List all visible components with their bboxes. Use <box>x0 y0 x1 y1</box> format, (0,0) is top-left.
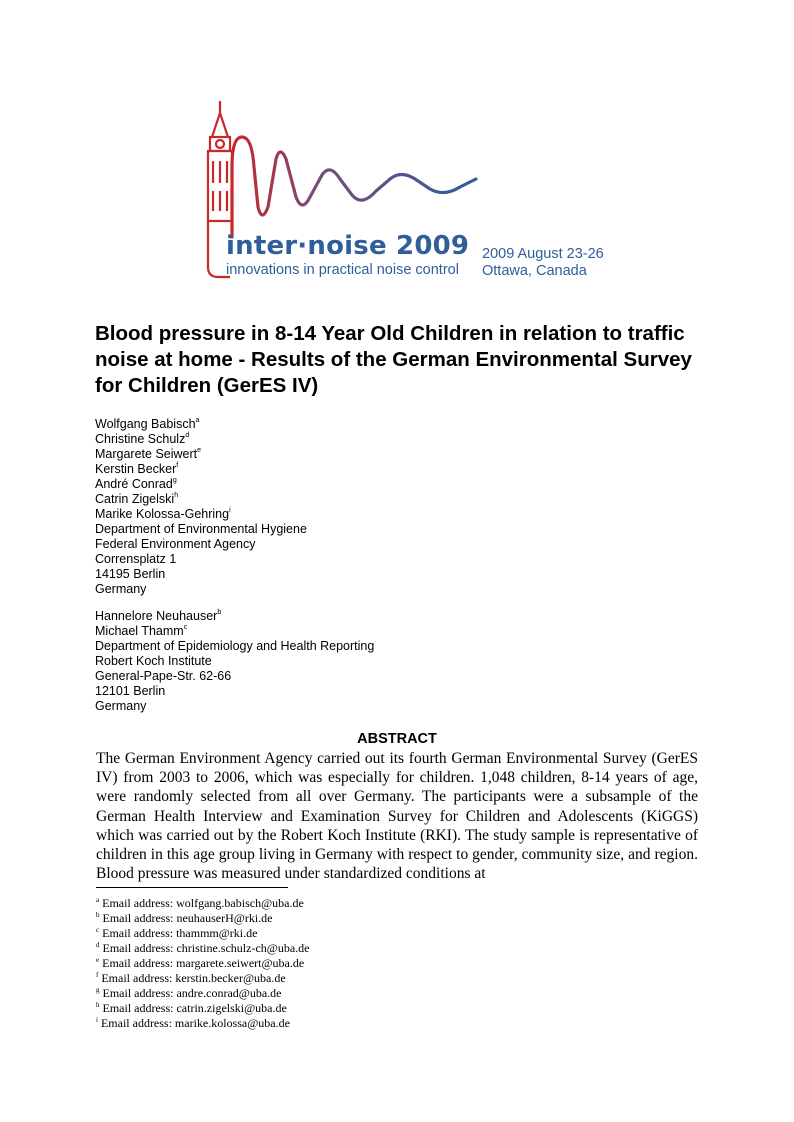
author-block-2 <box>95 609 374 714</box>
affiliation-line: General-Pape-Str. 62-66 <box>95 669 232 683</box>
author-name: Catrin Zigelski$^h$ <box>95 492 179 506</box>
event-place: Ottawa, Canada <box>482 263 587 279</box>
author-name: Wolfgang Babisch$^a$ <box>95 417 200 431</box>
footnote: $^h$ Email address: catrin.zigelski@uba.de <box>96 1001 287 1015</box>
footnote: $^f$ Email address: kerstin.becker@uba.de <box>96 971 286 985</box>
footnote: $^d$ Email address: christine.schulz-ch@uba.de <box>96 941 310 955</box>
author-name: Marike Kolossa-Gehring$^i$ <box>95 507 231 521</box>
footnote: $^e$ Email address: margarete.seiwert@uba.de <box>96 956 305 970</box>
affiliation-line: 14195 Berlin <box>95 567 166 581</box>
affiliation-line: Department of Epidemiology and Health Reporting <box>95 639 375 653</box>
author-name: Kerstin Becker$^f$ <box>95 462 179 476</box>
author-name: André Conrad$^g$ <box>95 477 177 491</box>
footnote: $^b$ Email address: neuhauserH@rki.de <box>96 911 273 925</box>
affiliation-line: 12101 Berlin <box>95 684 166 698</box>
author-name: Christine Schulz$^d$ <box>95 432 190 446</box>
author-block-1 <box>95 417 307 597</box>
abstract-text: The German Environment Agency carried out its fourth German Environmental Survey (GerES IV) from 2003 to 2006, which was especially for children. 1,048 children, 8-14 years of age, were randomly selected from all over Germany. The participants were a subsample of the German Health Interview and Examination Survey for Children and Adolescents (KiGGS) which was carried out by the Robert Koch Institute (RKI). The study sample is representative of children in this age group living in Germany with respect to gender, community size, and region. Blood pressure was measured under standardized conditions at <box>96 750 698 883</box>
footnote: $^c$ Email address: thammm@rki.de <box>96 926 258 940</box>
footnotes <box>96 896 309 1031</box>
brand-name: inter·noise 2009 <box>226 231 470 261</box>
paper-title: Blood pressure in 8-14 Year Old Children in relation to traffic noise at home - Results of the German Environmental Survey for Children (GerES IV) <box>95 322 692 397</box>
affiliation-line: Corrensplatz 1 <box>95 552 177 566</box>
footnote: $^i$ Email address: marike.kolossa@uba.de <box>96 1016 290 1030</box>
affiliation-line: Robert Koch Institute <box>95 654 212 668</box>
conference-logo <box>190 97 620 287</box>
affiliation-line: Federal Environment Agency <box>95 537 256 551</box>
footnote: $^g$ Email address: andre.conrad@uba.de <box>96 986 282 1000</box>
affiliation-line: Department of Environmental Hygiene <box>95 522 307 536</box>
author-name: Margarete Seiwert$^e$ <box>95 447 202 461</box>
author-name: Hannelore Neuhauser$^b$ <box>95 609 222 623</box>
footnote-divider <box>96 887 288 888</box>
event-date: 2009 August 23-26 <box>482 246 604 262</box>
author-name: Michael Thamm$^c$ <box>95 624 188 638</box>
affiliation-line: Germany <box>95 582 147 596</box>
brand-tagline: innovations in practical noise control <box>226 262 459 278</box>
abstract-heading: ABSTRACT <box>357 731 437 747</box>
footnote: $^a$ Email address: wolfgang.babisch@uba.de <box>96 896 304 910</box>
affiliation-line: Germany <box>95 699 147 713</box>
sound-wave-icon <box>232 137 476 237</box>
